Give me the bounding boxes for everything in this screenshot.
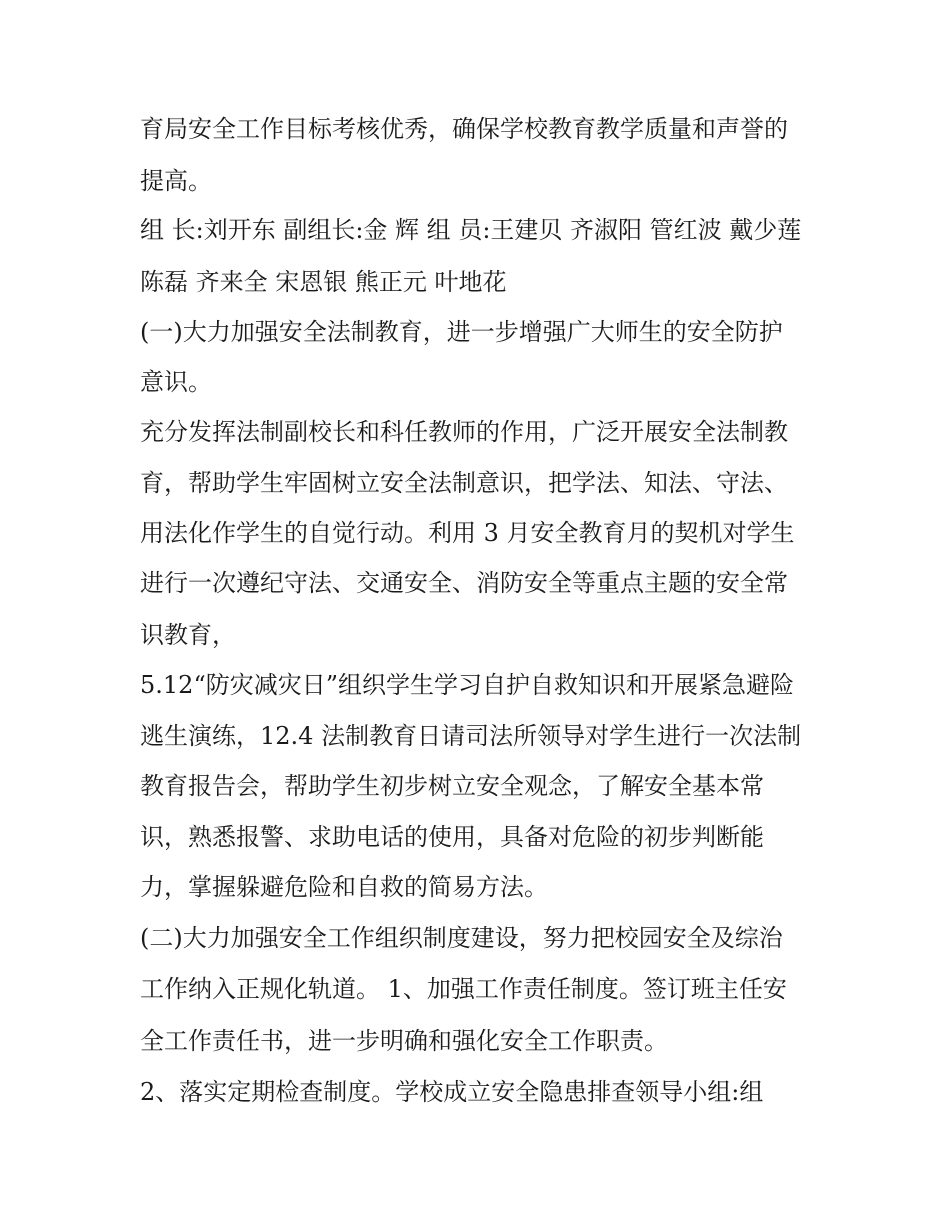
text-line: 育，帮助学生牢固树立安全法制意识，把学法、知法、守法、 (140, 469, 788, 497)
text-line: 力，掌握躲避危险和自救的简易方法。 (140, 873, 548, 901)
text-line: 识教育， (140, 621, 236, 649)
text-line: 逃生演练，12.4 法制教育日请司法所领导对学生进行一次法制 (140, 722, 802, 750)
text-line: (一)大力加强安全法制教育，进一步增强广大师生的安全防护 (140, 318, 783, 346)
text-line: (二)大力加强安全工作组织制度建设，努力把校园安全及综治 (140, 924, 783, 952)
text-line: 意识。 (140, 368, 212, 396)
text-line: 陈磊 齐来全 宋恩银 熊正元 叶地花 (140, 268, 507, 296)
text-line: 进行一次遵纪守法、交通安全、消防安全等重点主题的安全常 (140, 569, 788, 597)
text-line: 5.12“防灾减灾日”组织学生学习自护自救知识和开展紧急避险 (140, 671, 794, 699)
text-line: 组 长:刘开东 副组长:金 辉 组 员:王建贝 齐淑阳 管红波 戴少莲 (140, 216, 802, 244)
text-line: 用法化作学生的自觉行动。利用 3 月安全教育月的契机对学生 (140, 519, 795, 547)
text-line: 育局安全工作目标考核优秀，确保学校教育教学质量和声誉的 (140, 115, 788, 143)
text-line: 充分发挥法制副校长和科任教师的作用，广泛开展安全法制教 (140, 418, 788, 446)
text-line: 教育报告会，帮助学生初步树立安全观念，了解安全基本常 (140, 772, 764, 800)
text-line: 2、落实定期检查制度。学校成立安全隐患排查领导小组:组 (140, 1078, 764, 1106)
text-line: 工作纳入正规化轨道。 1、加强工作责任制度。签订班主任安 (140, 975, 787, 1003)
text-line: 识，熟悉报警、求助电话的使用，具备对危险的初步判断能 (140, 823, 764, 851)
text-line: 全工作责任书，进一步明确和强化安全工作职责。 (140, 1027, 668, 1055)
text-line: 提高。 (140, 167, 212, 195)
